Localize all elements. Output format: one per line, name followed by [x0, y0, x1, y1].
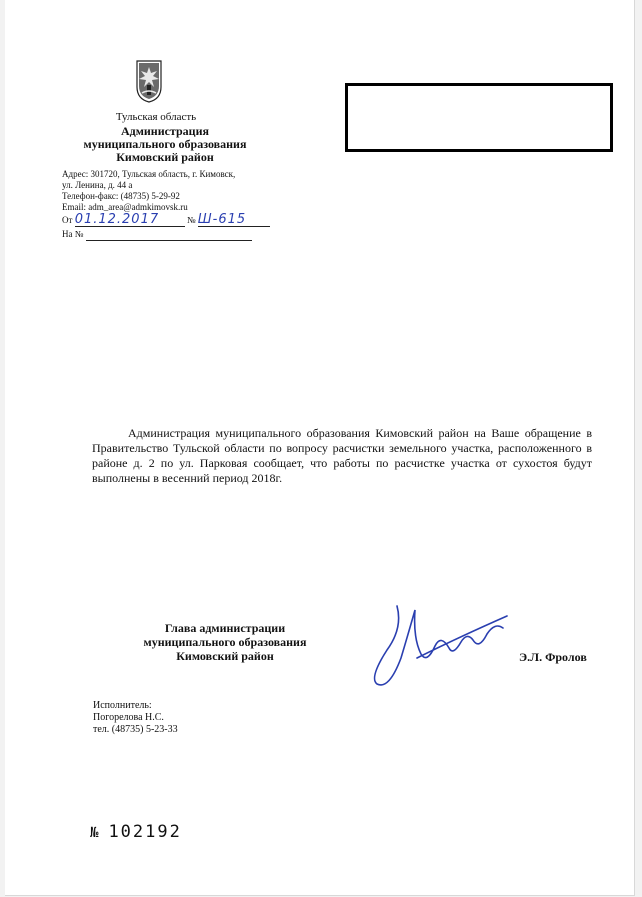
executor-info — [93, 700, 178, 736]
date-label: От — [62, 215, 73, 225]
region-name: Тульская область — [115, 111, 197, 123]
registration-number — [90, 822, 182, 842]
date-field — [75, 214, 185, 227]
phone-line: Телефон-факс: (48735) 5-29-92 — [62, 191, 180, 201]
document-page — [5, 0, 635, 896]
handwritten-number: Ш-615 — [197, 212, 247, 227]
executor-label: Исполнитель: — [93, 700, 152, 711]
signatory-name: Э.Л. Фролов — [519, 650, 587, 664]
coat-of-arms-icon — [135, 57, 163, 103]
address-line: Адрес: 301720, Тульская область, г. Кимовск, — [62, 169, 236, 179]
reference-label: На № — [62, 229, 84, 239]
address-line: ул. Ленина, д. 44 а — [62, 180, 133, 190]
org-line: Кимовский район — [116, 150, 214, 164]
signatory-title — [125, 621, 325, 663]
reference-line — [62, 229, 270, 240]
signatory-title-line: Глава администрации — [164, 621, 286, 635]
contact-details — [62, 169, 270, 240]
handwritten-date: 01.12.2017 — [74, 212, 160, 227]
email-line: Email: adm_area@admkimovsk.ru — [62, 202, 188, 212]
reference-field — [86, 229, 252, 241]
org-line: муниципального образования — [83, 137, 247, 151]
registration-value: 102192 — [108, 822, 182, 842]
redacted-addressee-box — [345, 83, 613, 152]
letter-body — [92, 426, 592, 486]
signatory-title-line: муниципального образования — [143, 635, 307, 649]
number-label: № — [186, 215, 196, 225]
number-field — [198, 214, 270, 227]
executor-name: Погорелова Н.С. — [93, 712, 164, 723]
org-line: Администрация — [120, 124, 209, 138]
registration-label: № — [90, 825, 101, 841]
executor-phone: тел. (48735) 5-23-33 — [93, 724, 178, 735]
body-paragraph: Администрация муниципального образования Кимовский район на Ваше обращение в Правительство Тульской области по вопросу расчистки земельного участка, расположенного в районе д. 2 по ул. Парковая сообщает, что работы по расчистке участка от сухостоя будут выполнены в весенний период 2018г. — [92, 426, 592, 485]
date-number-line — [62, 214, 270, 225]
signatory-title-line: Кимовский район — [176, 649, 274, 663]
handwritten-signature — [357, 598, 517, 690]
organization-name — [75, 125, 255, 164]
